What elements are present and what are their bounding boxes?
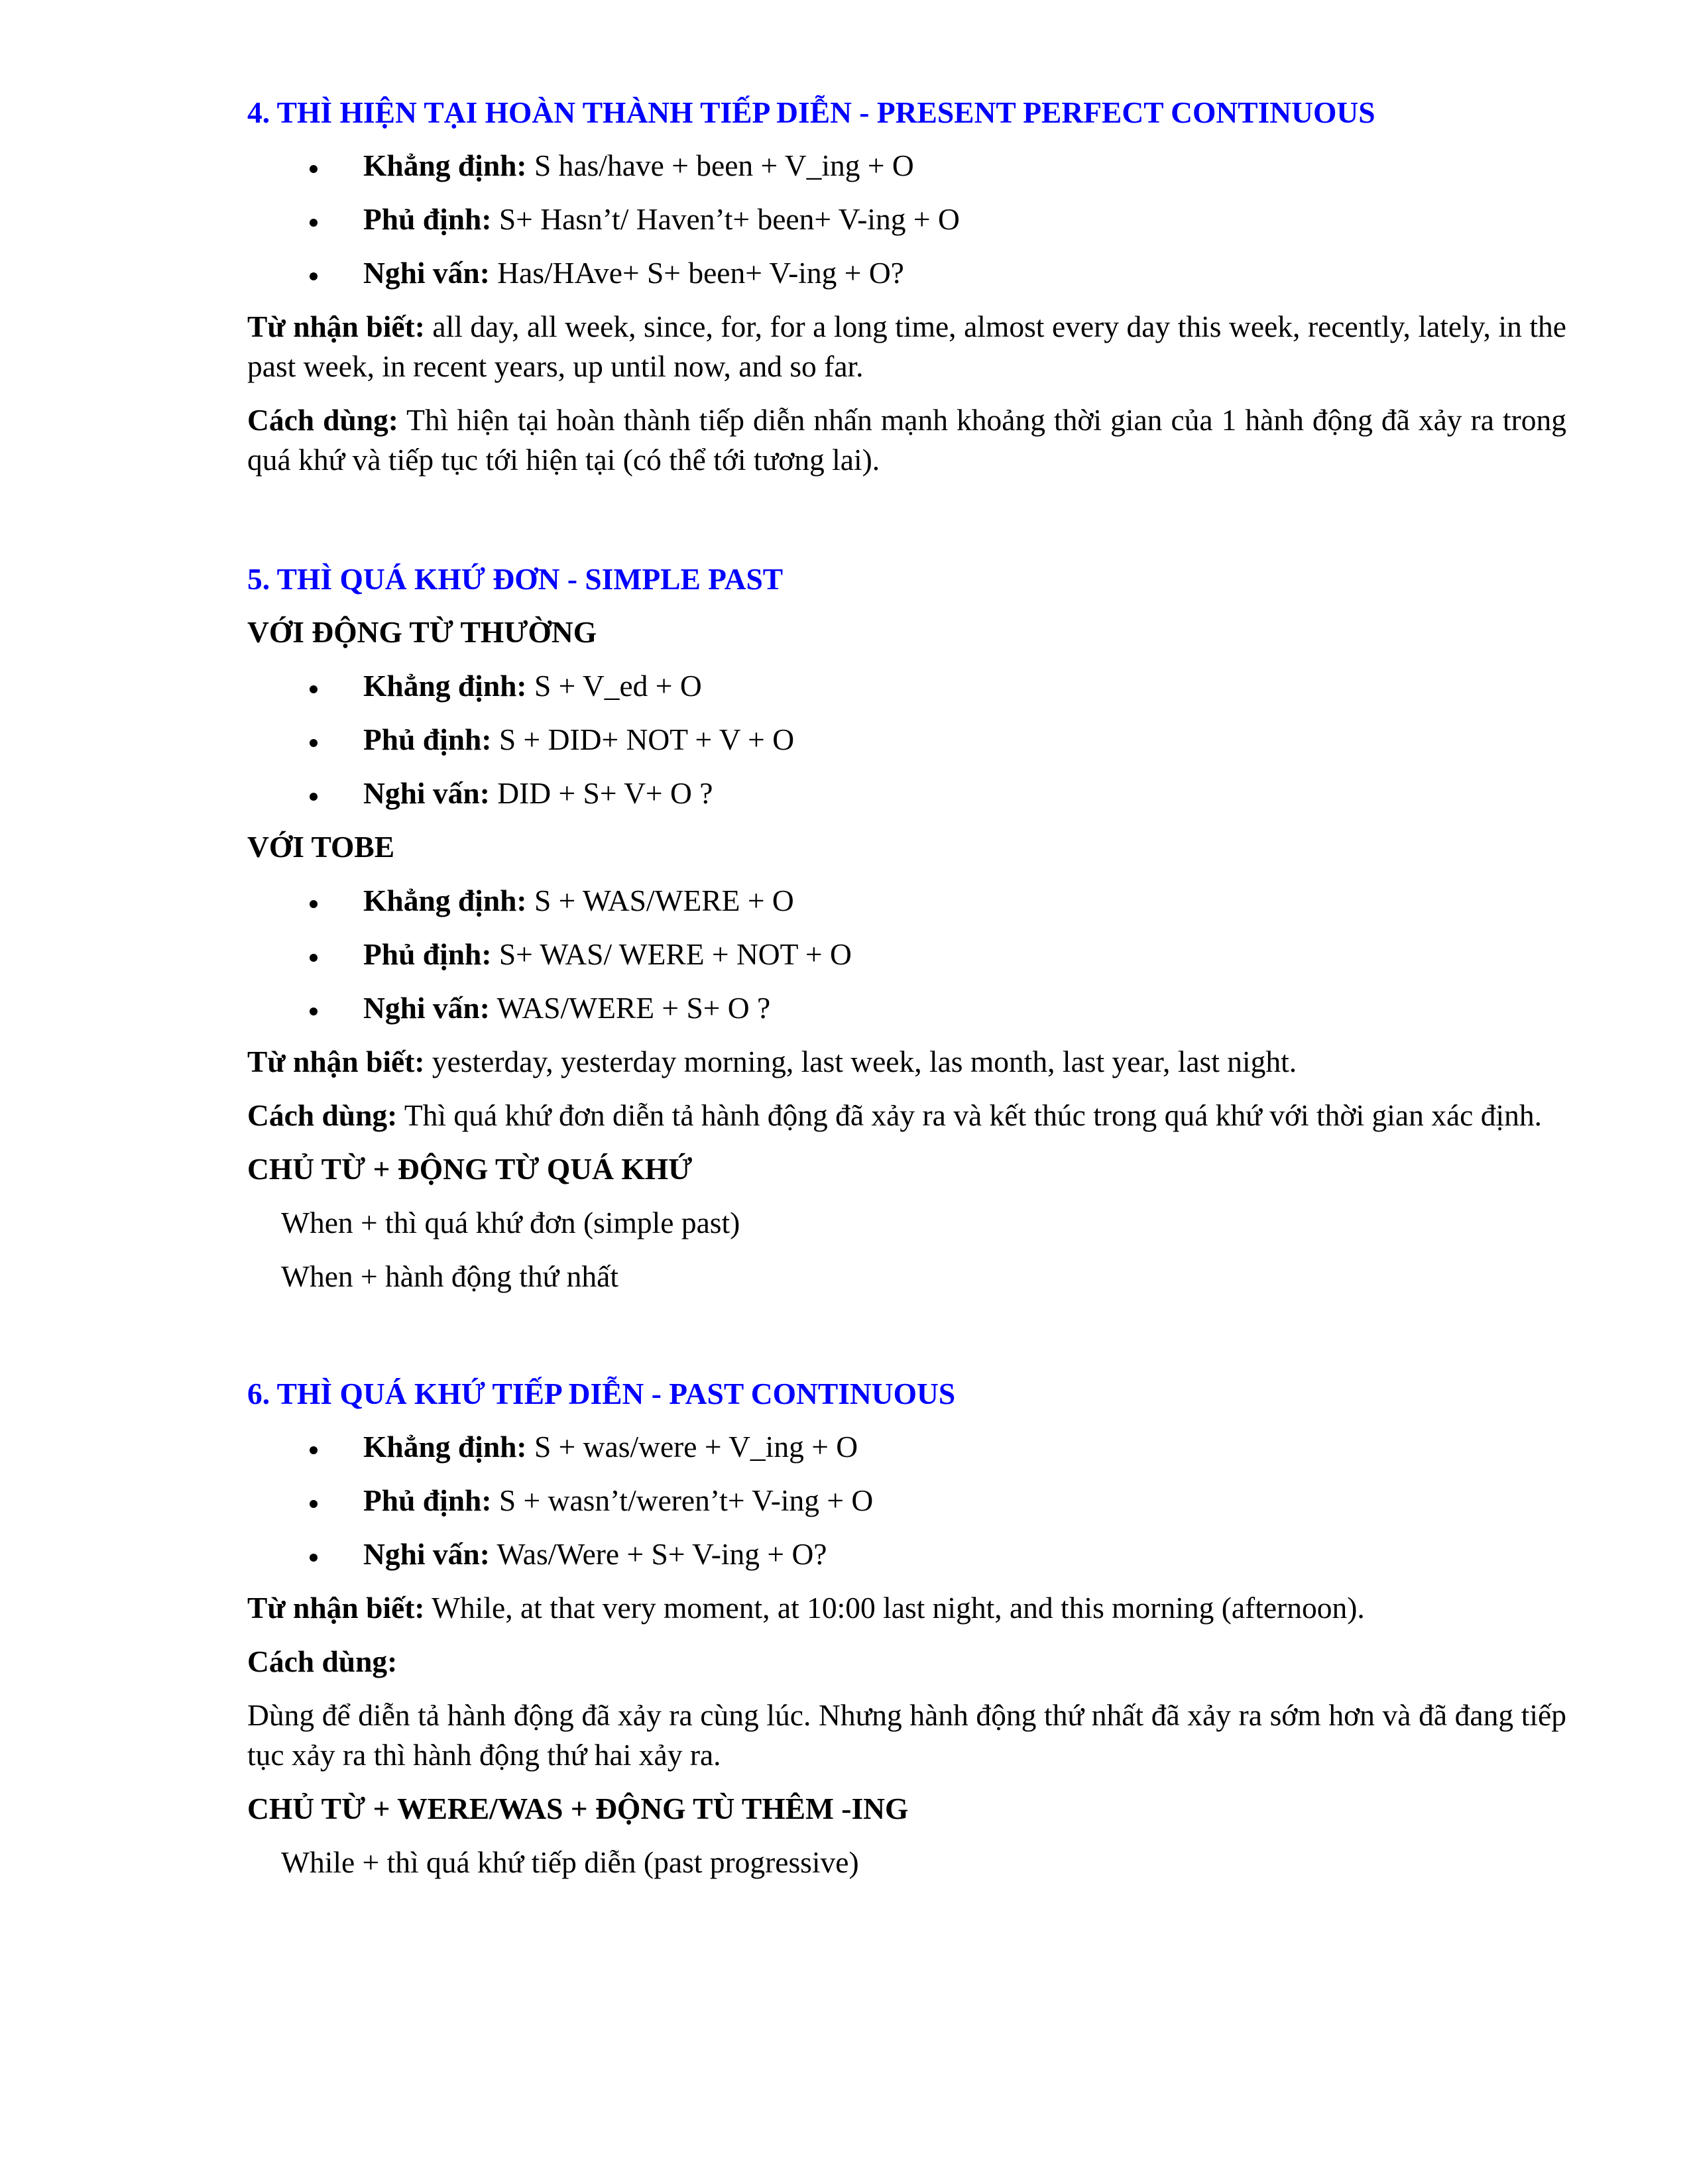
bullet-icon — [310, 900, 318, 908]
form-label: Nghi vấn: — [363, 256, 490, 290]
form-label: Nghi vấn: — [363, 776, 490, 810]
bullet-icon — [310, 1500, 318, 1508]
section-4-signal-words — [247, 307, 1566, 386]
signal-label: Từ nhận biết: — [247, 1591, 425, 1625]
signal-text: yesterday, yesterday morning, last week, las month, last year, last night. — [424, 1045, 1297, 1078]
form-text: S + V_ed + O — [526, 669, 702, 703]
usage-text: Thì hiện tại hoàn thành tiếp diễn nhấn mạnh khoảng thời gian của 1 hành động đã xảy ra trong quá khứ và tiếp tục tới hiện tại (có thể tới tương lai). — [247, 403, 1566, 477]
form-text: Has/HAve+ S+ been+ V-ing + O? — [489, 256, 904, 290]
section-4-forms — [247, 146, 1566, 293]
section-spacer — [247, 1310, 1566, 1374]
form-text: WAS/WERE + S+ O ? — [489, 991, 771, 1025]
list-item — [247, 881, 1566, 921]
list-item — [247, 1534, 1566, 1574]
form-label: Phủ định: — [363, 1483, 492, 1517]
bullet-icon — [310, 1554, 318, 1562]
bullet-icon — [310, 1007, 318, 1015]
section-6-title: 6. THÌ QUÁ KHỨ TIẾP DIỄN - PAST CONTINUOUS — [247, 1377, 956, 1410]
list-item — [247, 935, 1566, 974]
list-item — [247, 988, 1566, 1028]
bullet-icon — [310, 165, 318, 173]
form-text: Was/Were + S+ V-ing + O? — [489, 1537, 827, 1571]
form-text: S + wasn’t/weren’t+ V-ing + O — [491, 1483, 874, 1517]
section-4-usage — [247, 400, 1566, 480]
bullet-icon — [310, 685, 318, 693]
list-item — [247, 1427, 1566, 1467]
usage-text: Thì quá khứ đơn diễn tả hành động đã xảy ra và kết thúc trong quá khứ với thời gian xác định. — [397, 1098, 1543, 1132]
form-text: S + WAS/WERE + O — [526, 884, 794, 917]
section-5-usage — [247, 1096, 1566, 1135]
signal-text: all day, all week, since, for, for a long time, almost every day this week, recently, lately, in the past week, in recent years, up until now, and so far. — [247, 310, 1566, 383]
section-5-subheading-regular-verbs: VỚI ĐỘNG TỪ THƯỜNG — [247, 615, 597, 649]
list-item — [247, 253, 1566, 293]
usage-label: Cách dùng: — [247, 403, 398, 437]
signal-label: Từ nhận biết: — [247, 310, 425, 343]
section-5-title: 5. THÌ QUÁ KHỨ ĐƠN - SIMPLE PAST — [247, 562, 784, 596]
form-label: Nghi vấn: — [363, 991, 490, 1025]
list-item — [247, 200, 1566, 239]
section-5-when-line-2: When + hành động thứ nhất — [281, 1259, 619, 1293]
list-item — [247, 1481, 1566, 1521]
bullet-icon — [310, 954, 318, 962]
form-label: Phủ định: — [363, 202, 492, 236]
form-label: Khẳng định: — [363, 669, 527, 703]
section-5-formula: CHỦ TỪ + ĐỘNG TỪ QUÁ KHỨ — [247, 1152, 693, 1186]
signal-label: Từ nhận biết: — [247, 1045, 425, 1078]
list-item — [247, 774, 1566, 813]
form-label: Khẳng định: — [363, 884, 527, 917]
form-text: DID + S+ V+ O ? — [489, 776, 713, 810]
section-6-forms — [247, 1427, 1566, 1574]
form-text: S + was/were + V_ing + O — [526, 1430, 858, 1464]
bullet-icon — [310, 219, 318, 227]
list-item — [247, 666, 1566, 706]
form-text: S has/have + been + V_ing + O — [526, 148, 914, 182]
form-label: Khẳng định: — [363, 1430, 527, 1464]
bullet-icon — [310, 739, 318, 747]
section-4-title: 4. THÌ HIỆN TẠI HOÀN THÀNH TIẾP DIỄN - PRESENT PERFECT CONTINUOUS — [247, 95, 1375, 129]
section-5-forms-regular — [247, 666, 1566, 813]
list-item — [247, 720, 1566, 760]
document-page — [247, 93, 1566, 1896]
form-text: S+ WAS/ WERE + NOT + O — [491, 937, 852, 971]
section-6-usage-label: Cách dùng: — [247, 1644, 398, 1678]
section-5-forms-tobe — [247, 881, 1566, 1028]
form-label: Khẳng định: — [363, 148, 527, 182]
form-text: S+ Hasn’t/ Haven’t+ been+ V-ing + O — [491, 202, 960, 236]
form-label: Phủ định: — [363, 937, 492, 971]
section-6-usage-text: Dùng để diễn tả hành động đã xảy ra cùng lúc. Nhưng hành động thứ nhất đã xảy ra sớm hơn và đã đang tiếp tục xảy ra thì hành động thứ hai xảy ra. — [247, 1698, 1566, 1772]
form-label: Nghi vấn: — [363, 1537, 490, 1571]
bullet-icon — [310, 793, 318, 801]
bullet-icon — [310, 1446, 318, 1454]
bullet-icon — [310, 272, 318, 280]
section-5-subheading-tobe: VỚI TOBE — [247, 830, 395, 864]
section-6-formula: CHỦ TỪ + WERE/WAS + ĐỘNG TÙ THÊM -ING — [247, 1792, 909, 1825]
form-label: Phủ định: — [363, 722, 492, 756]
list-item — [247, 146, 1566, 186]
signal-text: While, at that very moment, at 10:00 last night, and this morning (afternoon). — [424, 1591, 1365, 1625]
section-5-when-line-1: When + thì quá khứ đơn (simple past) — [281, 1206, 740, 1239]
section-6-signal-words — [247, 1588, 1566, 1628]
form-text: S + DID+ NOT + V + O — [491, 722, 795, 756]
section-5-signal-words — [247, 1042, 1566, 1082]
usage-label: Cách dùng: — [247, 1098, 398, 1132]
section-spacer — [247, 494, 1566, 559]
section-6-while-line: While + thì quá khứ tiếp diễn (past progressive) — [281, 1845, 859, 1879]
